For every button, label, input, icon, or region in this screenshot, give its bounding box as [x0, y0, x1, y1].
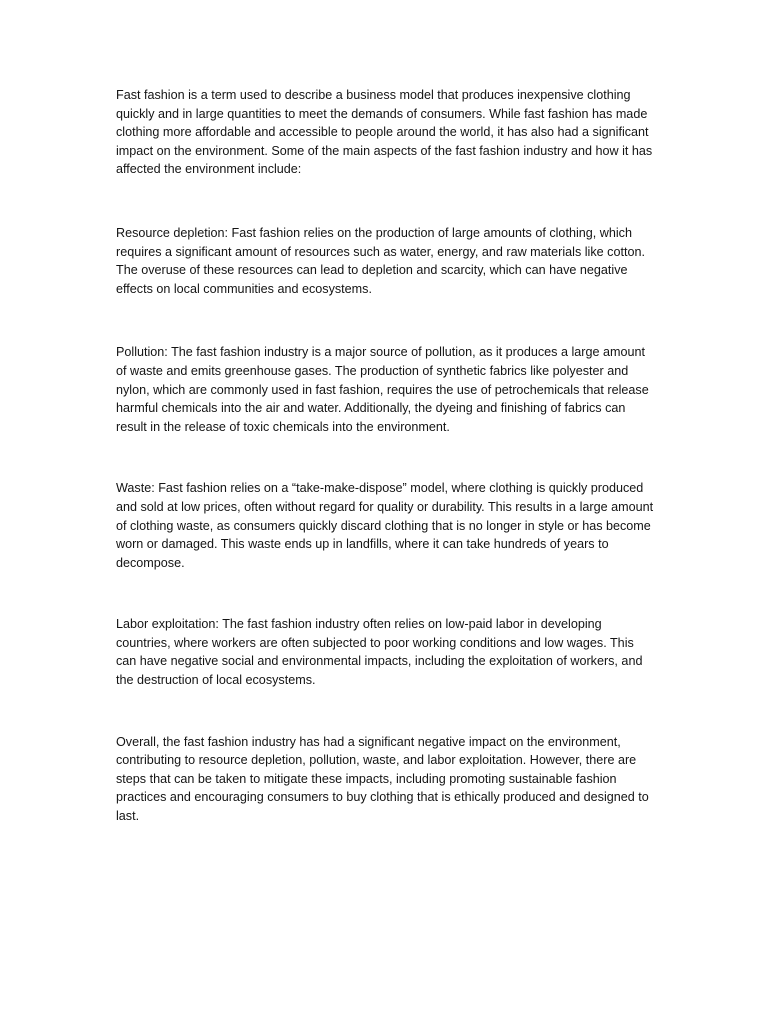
document-body	[116, 86, 656, 826]
paragraph-labor-exploitation: Labor exploitation: The fast fashion industry often relies on low-paid labor in developing countries, where workers are often subjected to poor working conditions and low wages. This can have negative social and environmental impacts, including the exploitation of workers, and the destruction of local ecosystems.	[116, 617, 643, 688]
paragraph-intro: Fast fashion is a term used to describe a business model that produces inexpensive clothing quickly and in large quantities to meet the demands of consumers. While fast fashion has made clothing more affordable and accessible to people around the world, it has also had a significant impact on the environment. Some of the main aspects of the fast fashion industry and how it has affected the environment include:	[116, 88, 653, 177]
paragraph-waste: Waste: Fast fashion relies on a “take-make-dispose” model, where clothing is quickly produced and sold at low prices, often without regard for quality or durability. This results in a large amount of clothing waste, as consumers quickly discard clothing that is no longer in style or has become worn or damaged. This waste ends up in landfills, where it can take hundreds of years to decompose.	[116, 481, 654, 570]
paragraph-resource-depletion: Resource depletion: Fast fashion relies on the production of large amounts of clothing, which requires a significant amount of resources such as water, energy, and raw materials like cotton. The overuse of these resources can lead to depletion and scarcity, which can have negative effects on local communities and ecosystems.	[116, 225, 645, 296]
paragraph-pollution: Pollution: The fast fashion industry is a major source of pollution, as it produces a large amount of waste and emits greenhouse gases. The production of synthetic fabrics like polyester and nylon, which are commonly used in fast fashion, requires the use of petrochemicals that release harmful chemicals into the air and water. Additionally, the dyeing and finishing of fabrics can result in the release of toxic chemicals into the environment.	[116, 345, 649, 434]
paragraph-conclusion: Overall, the fast fashion industry has had a significant negative impact on the environment, contributing to resource depletion, pollution, waste, and labor exploitation. However, there are steps that can be taken to mitigate these impacts, including promoting sustainable fashion practices and encouraging consumers to buy clothing that is ethically produced and designed to last.	[116, 734, 649, 824]
